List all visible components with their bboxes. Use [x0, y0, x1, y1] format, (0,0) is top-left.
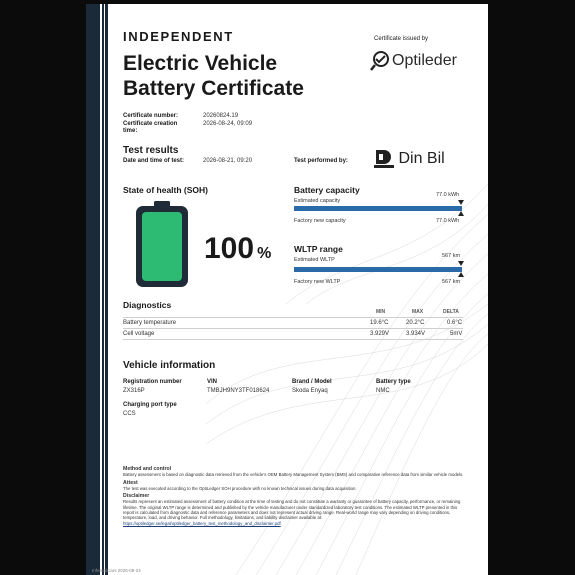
diag-row-name: Cell voltage — [123, 331, 155, 337]
reg-value: ZX316P — [123, 388, 145, 394]
fine-print — [123, 467, 467, 526]
wltp-factory-value: 567 km — [442, 279, 461, 285]
performer-name: Din Bil — [398, 150, 445, 168]
diagnostics-heading: Diagnostics — [123, 300, 172, 310]
attest-heading: Attest — [123, 479, 138, 486]
port-label: Charging port type — [123, 402, 177, 408]
issuer-logo — [370, 50, 457, 72]
wltp-factory-marker — [458, 272, 464, 277]
diag-row-delta: 5mV — [450, 331, 463, 337]
divider — [123, 328, 463, 329]
capacity-bar — [294, 206, 462, 211]
test-results-heading: Test results — [123, 145, 179, 156]
performer-logo — [374, 148, 445, 170]
vin-value: TMBJH9NY3TF018624 — [207, 388, 270, 394]
soh-value: 100 % — [204, 232, 272, 265]
diag-header-max: MAX — [412, 309, 424, 315]
capacity-factory-value: 77.0 kWh — [436, 218, 460, 224]
cert-number-label: Certificate number: — [123, 113, 179, 119]
divider — [123, 317, 463, 318]
divider — [123, 339, 463, 340]
battery-type-label: Battery type — [376, 379, 411, 385]
brand-label: Brand / Model — [292, 379, 332, 385]
test-performed-label: Test performed by: — [294, 158, 348, 164]
wltp-heading: WLTP range — [294, 244, 343, 254]
page-title: Electric Vehicle Battery Certificate — [123, 52, 304, 100]
disclaimer-heading: Disclaimer — [123, 493, 150, 500]
test-datetime-value: 2026-08-21, 09:20 — [203, 158, 253, 164]
disclaimer-text: Results represent an estimated assessment of battery condition at the time of testing and do not constitute a warranty or guarantee of battery capacity, performance, or remaining lifetime. The original WLTP range is determined and published by the vehicle manufacturer under standardized laboratory test conditions. The estimated WLTP presented in this report is calculated from diagnostic data and reference parameters and does not represent actual driving range. Real-world range may vary depending on driving conditions, temperature, load, and driving behavior. Full methodology, limitations, and liability disclaimer available at: https://optiledger.se/legal/optiledger_battery_test_methodology_and_disclaimer.pdf — [123, 499, 461, 526]
diag-header-delta: DELTA — [443, 309, 459, 315]
estimated-marker — [458, 200, 464, 205]
soh-heading: State of health (SOH) — [123, 185, 209, 195]
magnifier-check-icon — [370, 50, 392, 72]
attest-text: The test was executed according to the OptiLedger SOH procedure with no known technical issues during data acquisition. — [123, 485, 357, 491]
footer-stamp: InfernalCars 2026-08-24 — [92, 568, 141, 573]
diag-row-max: 20.2°C — [406, 320, 425, 326]
brand-value: Skoda Enyaq — [292, 388, 328, 394]
certificate-page — [86, 4, 488, 575]
capacity-factory-label: Factory new capacity — [294, 218, 346, 224]
battery-type-value: NMC — [376, 388, 390, 394]
diag-row-min: 19.6°C — [370, 320, 389, 326]
test-datetime-label: Date and time of test: — [123, 158, 185, 164]
wltp-estimated-value: 567 km — [442, 253, 461, 259]
capacity-estimated-label: Estimated capacity — [294, 198, 341, 204]
diag-header-min: MIN — [376, 309, 386, 315]
port-value: CCS — [123, 411, 136, 417]
issued-by-label: Certificate issued by — [374, 36, 429, 42]
factory-marker — [458, 211, 464, 216]
wltp-estimated-label: Estimated WLTP — [294, 257, 335, 263]
method-text: Battery assessment is based on diagnostic data retrieved from the vehicle's OEM Battery Management System (BMS) and comparative reference data from similar vehicle models. — [123, 472, 464, 478]
diag-row-delta: 0.6°C — [447, 320, 463, 326]
wltp-bar — [294, 267, 462, 272]
capacity-heading: Battery capacity — [294, 185, 360, 195]
kicker: INDEPENDENT — [123, 29, 234, 44]
diag-row-max: 3.934V — [406, 331, 426, 337]
issuer-name: Optileder — [392, 52, 457, 70]
wltp-estimated-marker — [458, 261, 464, 266]
vin-label: VIN — [207, 379, 218, 385]
method-heading: Method and control — [123, 466, 172, 472]
wltp-factory-label: Factory new WLTP — [294, 279, 341, 285]
disclaimer-link[interactable]: https://optiledger.se/legal/optiledger_battery_test_methodology_and_disclaimer.pdf — [123, 520, 281, 526]
cert-number-value: 20260824.19 — [203, 113, 239, 119]
diag-row-name: Battery temperature — [123, 320, 177, 326]
cert-created-label: Certificate creation time: — [123, 121, 178, 134]
diag-row-min: 3.929V — [370, 331, 390, 337]
din-bil-icon — [374, 148, 394, 170]
capacity-estimated-value: 77.0 kWh — [436, 192, 460, 198]
battery-icon — [136, 201, 188, 287]
cert-created-value: 2026-08-24, 09:09 — [203, 121, 253, 127]
vehicle-heading: Vehicle information — [123, 360, 216, 371]
reg-label: Registration number — [123, 379, 182, 385]
